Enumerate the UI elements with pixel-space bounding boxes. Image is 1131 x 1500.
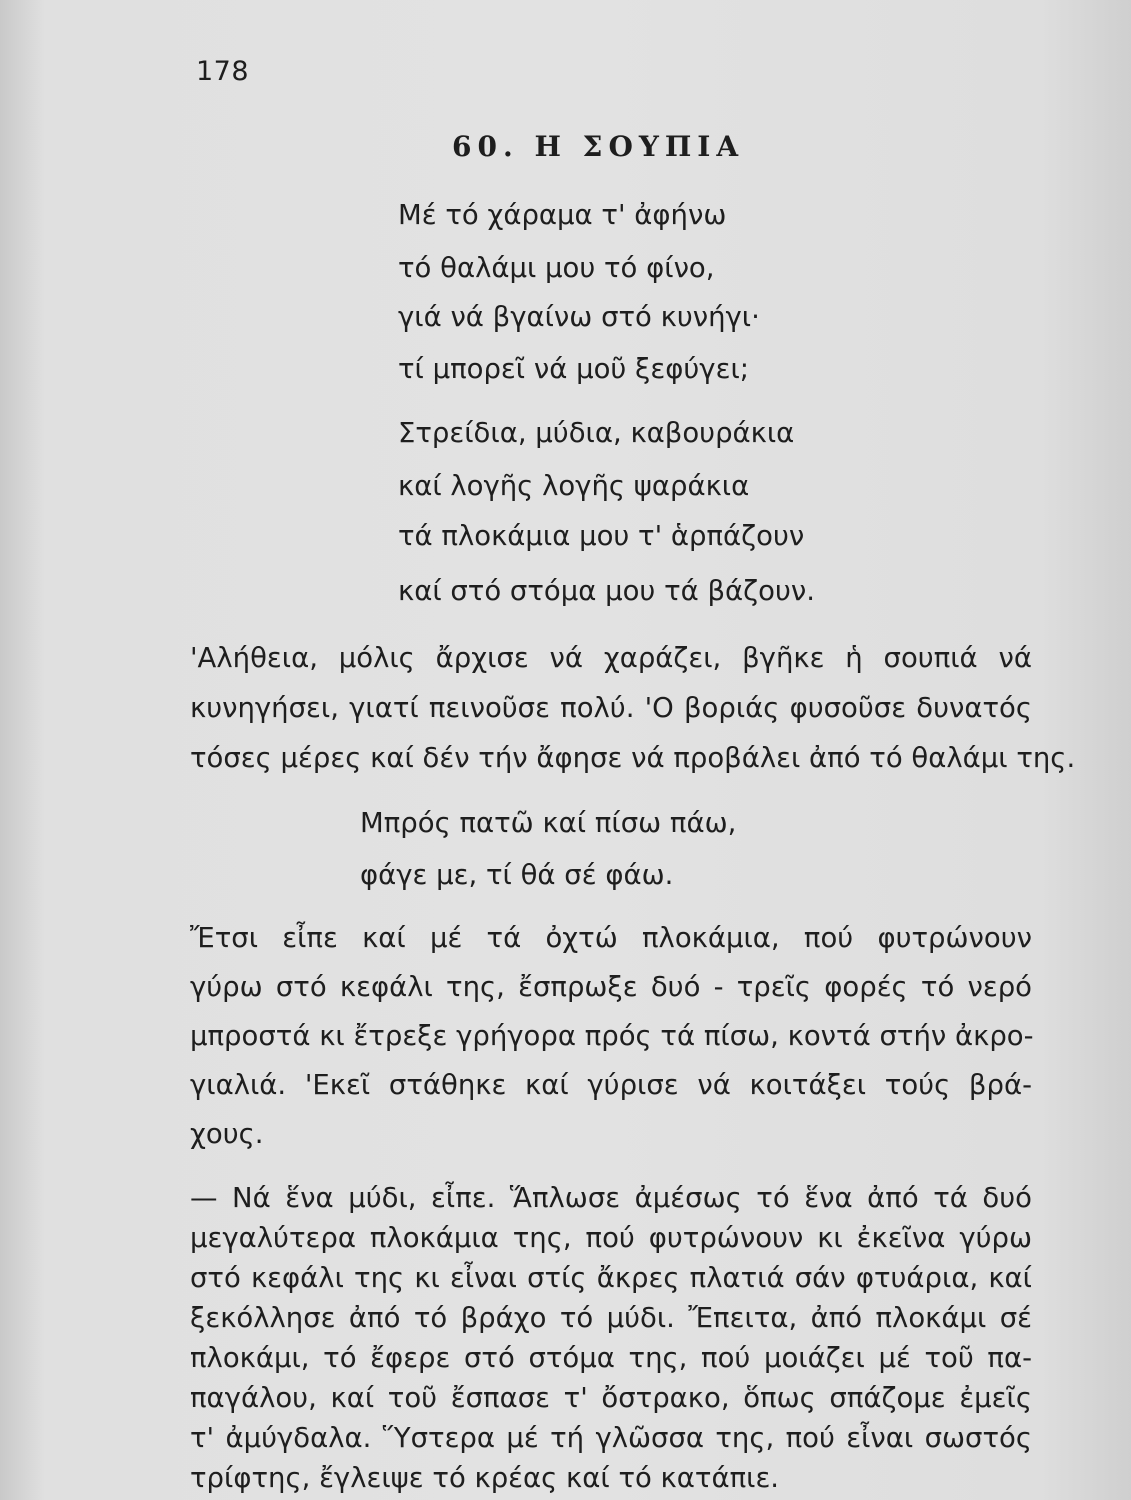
paragraph-line: χους. (190, 1118, 264, 1150)
paragraph-line: πλοκάμι, τό ἔφερε στό στόμα της, πού μοιάζει μέ τοῦ πα- (190, 1342, 1032, 1374)
paragraph-line: κυνηγήσει, γιατί πεινοῦσε πολύ. 'Ο βοριάς φυσοῦσε δυνατός (190, 692, 1032, 724)
paragraph-line: ξεκόλλησε ἀπό τό βράχο τό μύδι. Ἔπειτα, ἀπό πλοκάμι σέ (190, 1302, 1032, 1334)
verse-line: Μέ τό χάραμα τ' ἀφήνω (398, 199, 727, 231)
paragraph-line: μεγαλύτερα πλοκάμια της, πού φυτρώνουν κι ἐκεῖνα γύρω (190, 1222, 1032, 1254)
chapter-title: 60. Η ΣΟΥΠΙΑ (452, 130, 745, 163)
paragraph-line: τ' ἀμύγδαλα. Ὕστερα μέ τή γλῶσσα της, πού εἶναι σωστός (190, 1422, 1032, 1454)
paragraph-line: γιαλιά. 'Εκεῖ στάθηκε καί γύρισε νά κοιτάξει τούς βρά- (190, 1069, 1032, 1101)
verse-line: τά πλοκάμια μου τ' ἁρπάζουν (398, 520, 805, 552)
verse-line: τί μπορεῖ νά μοῦ ξεφύγει; (398, 353, 750, 385)
paragraph-line: 'Αλήθεια, μόλις ἄρχισε νά χαράζει, βγῆκε ἡ σουπιά νά (190, 642, 1032, 674)
verse-line: τό θαλάμι μου τό φίνο, (398, 252, 715, 284)
paragraph-line: γύρω στό κεφάλι της, ἔσπρωξε δυό - τρεῖς φορές τό νερό (190, 971, 1032, 1003)
page-number: 178 (196, 56, 250, 87)
paragraph-line: Ἔτσι εἶπε καί μέ τά ὀχτώ πλοκάμια, πού φυτρώνουν (190, 922, 1032, 954)
verse-line: Στρείδια, μύδια, καβουράκια (398, 417, 795, 449)
paragraph-line: στό κεφάλι της κι εἶναι στίς ἄκρες πλατιά σάν φτυάρια, καί (190, 1262, 1032, 1294)
verse-line: καί στό στόμα μου τά βάζουν. (398, 575, 815, 607)
paragraph-line: τρίφτης, ἔγλειψε τό κρέας καί τό κατάπιε. (190, 1462, 780, 1494)
paragraph-line: τόσες μέρες καί δέν τήν ἄφησε νά προβάλει ἀπό τό θαλάμι της. (190, 742, 1076, 774)
verse-line: γιά νά βγαίνω στό κυνήγι· (398, 301, 760, 333)
paragraph-line: — Νά ἕνα μύδι, εἶπε. Ἅπλωσε ἀμέσως τό ἕνα ἀπό τά δυό (190, 1182, 1032, 1214)
verse-line: φάγε με, τί θά σέ φάω. (360, 859, 674, 891)
paragraph-line: μπροστά κι ἔτρεξε γρήγορα πρός τά πίσω, κοντά στήν ἀκρο- (190, 1020, 1034, 1052)
paragraph-line: παγάλου, καί τοῦ ἔσπασε τ' ὄστρακο, ὅπως σπάζομε ἐμεῖς (190, 1382, 1032, 1414)
verse-line: καί λογῆς λογῆς ψαράκια (398, 470, 750, 502)
verse-line: Μπρός πατῶ καί πίσω πάω, (360, 807, 737, 839)
